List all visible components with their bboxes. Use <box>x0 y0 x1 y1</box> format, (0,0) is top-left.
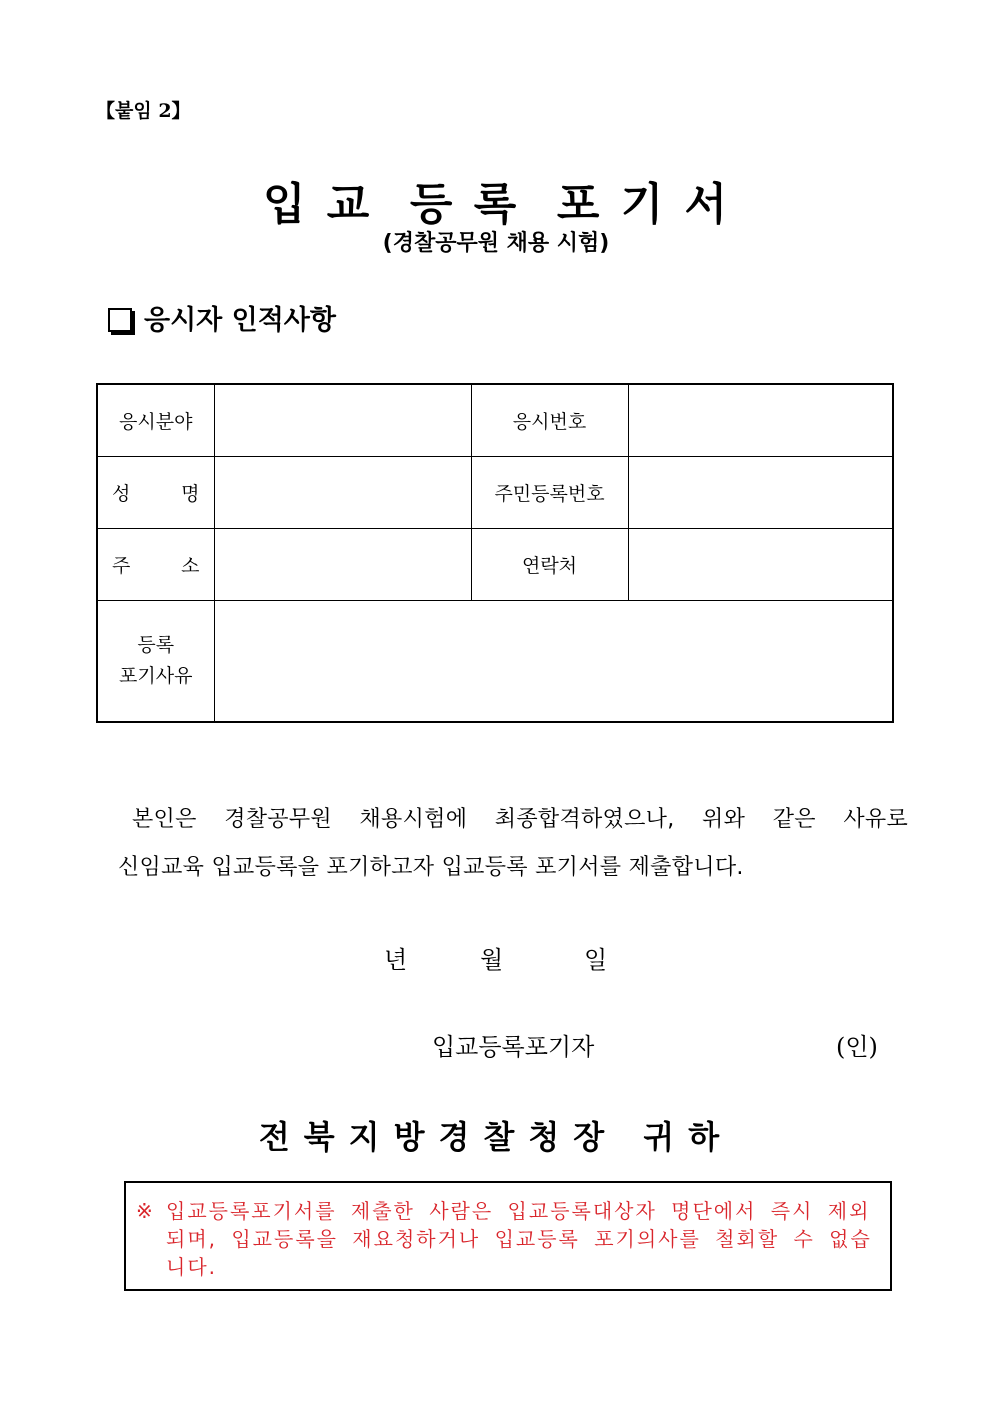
contact-input[interactable] <box>628 528 893 600</box>
field-label-exam-number: 응시번호 <box>471 384 628 456</box>
document-title: 입 교 등 록 포 기 서 <box>262 179 730 230</box>
document-subtitle: (경찰공무원 채용 시험) <box>382 231 610 256</box>
address-input[interactable] <box>214 528 471 600</box>
date-month[interactable]: 월 <box>480 946 504 974</box>
withdrawal-reason-input[interactable] <box>214 600 893 722</box>
label-part: 주 <box>112 554 131 577</box>
section-label: 응시자 인적사항 <box>144 305 336 336</box>
notice-text: 입교등록포기서를 제출한 사람은 입교등록대상자 명단에서 즉시 제외되며, 입교등록을 재요청하거나 입교등록 포기의사를 철회할 수 없습니다. <box>166 1199 872 1279</box>
exam-number-input[interactable] <box>628 384 893 456</box>
table-row <box>97 528 893 600</box>
seal-mark[interactable]: (인) <box>836 1033 878 1061</box>
name-input[interactable] <box>214 456 471 528</box>
resident-number-input[interactable] <box>628 456 893 528</box>
signer-label: 입교등록포기자 <box>432 1033 595 1061</box>
field-label-name <box>97 456 214 528</box>
table-row <box>97 384 893 456</box>
recipient-line: 전북지방경찰청장 귀하 <box>258 1118 734 1156</box>
checkbox-icon <box>108 308 132 332</box>
field-label-exam-field: 응시분야 <box>97 384 214 456</box>
statement-paragraph <box>118 796 908 892</box>
attachment-label: 【붙임 2】 <box>96 100 191 122</box>
label-part: 성 <box>112 482 131 505</box>
field-label-withdrawal-reason <box>97 600 214 722</box>
statement-line: 본인은 경찰공무원 채용시험에 최종합격하였으나, 위와 같은 사유로 <box>132 807 908 832</box>
field-label-resident-number: 주민등록번호 <box>471 456 628 528</box>
table-row <box>97 456 893 528</box>
reference-mark-icon: ※ <box>136 1199 153 1223</box>
exam-field-input[interactable] <box>214 384 471 456</box>
field-label-contact: 연락처 <box>471 528 628 600</box>
label-line: 등록 <box>137 633 175 656</box>
notice-box <box>124 1181 892 1291</box>
label-line: 포기사유 <box>119 664 193 687</box>
statement-line: 신임교육 입교등록을 포기하고자 입교등록 포기서를 제출합니다. <box>118 855 744 880</box>
table-row <box>97 600 893 722</box>
date-line <box>384 940 607 975</box>
label-part: 소 <box>181 554 200 577</box>
label-part: 명 <box>181 482 200 505</box>
applicant-info-table <box>96 383 894 723</box>
field-label-address <box>97 528 214 600</box>
date-year[interactable]: 년 <box>384 946 408 974</box>
date-day[interactable]: 일 <box>584 946 608 974</box>
section-heading <box>108 298 336 337</box>
